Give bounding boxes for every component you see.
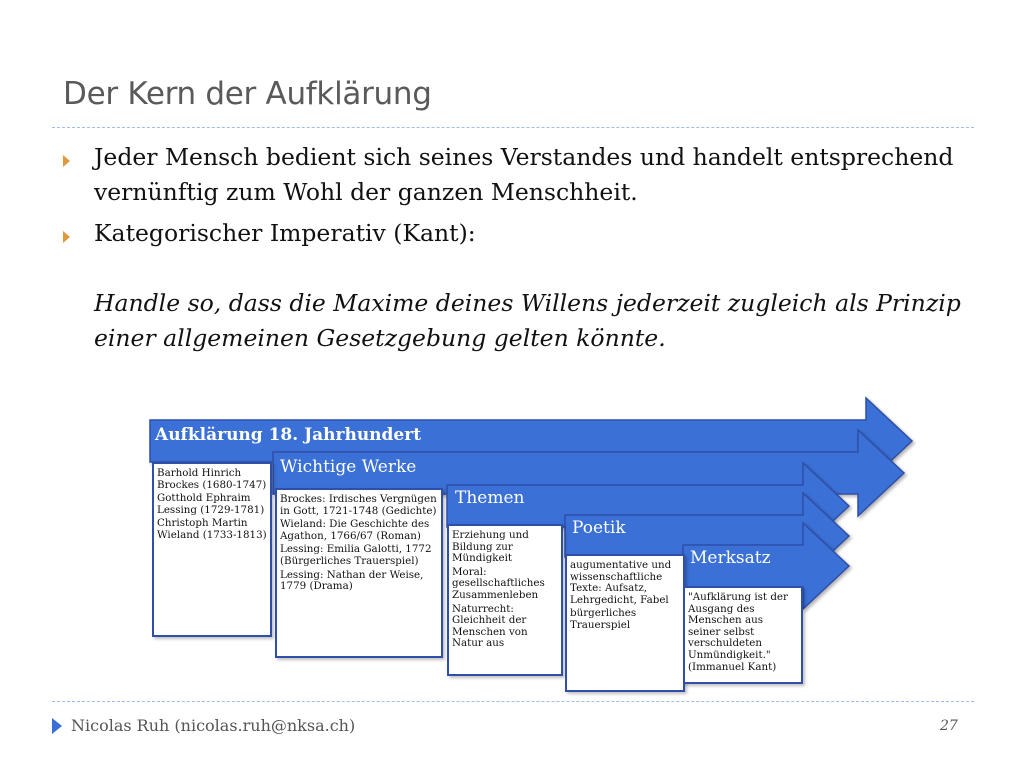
box-text: Barhold Hinrich Brockes (1680-1747) [157, 467, 267, 491]
themes-box [447, 524, 563, 676]
box-text: "Aufklärung ist der Ausgang des Menschen aus seiner selbst verschuldeten Unmündigkeit." (Immanuel Kant) [688, 591, 788, 673]
box-text: Wieland: Die Geschichte des Agathon, 1766/67 (Roman) [280, 518, 430, 542]
box-text: Moral: gesellschaftliches Zusammenleben [452, 565, 545, 601]
footer-triangle-icon [52, 718, 62, 734]
box-text: Brockes: Irdisches Vergnügen in Gott, 1721-1748 (Gedichte) [280, 493, 437, 517]
step-label-themen: Themen [455, 488, 525, 508]
page-number: 27 [940, 718, 958, 734]
box-text: bürgerliches Trauerspiel [570, 607, 637, 631]
bullet-text: Kategorischer Imperativ (Kant): [94, 219, 476, 247]
box-text: Lessing: Nathan der Weise, 1779 (Drama) [280, 568, 424, 593]
step-label-werke: Wichtige Werke [280, 457, 417, 477]
box-text: Christoph Martin Wieland (1733-1813) [157, 517, 267, 541]
footer-divider [52, 701, 974, 702]
box-text: Erziehung und Bildung zur Mündigkeit [452, 529, 529, 565]
box-text: Gotthold Ephraim Lessing (1729-1781) [157, 492, 265, 516]
box-text: augumentative und wissenschaftliche Texte: Aufsatz, Lehrgedicht, Fabel [570, 559, 672, 606]
works-box [275, 488, 443, 658]
main-arrow-label: Aufklärung 18. Jahrhundert [155, 425, 422, 445]
bullet-text: Jeder Mensch bedient sich seines Verstandes und handelt entsprechend vernünftig zum Wohl der ganzen Menschheit. [94, 143, 954, 206]
kant-quote: Handle so, dass die Maxime deines Willens jederzeit zugleich als Prinzip einer allgemeinen Gesetzgebung gelten könnte. [94, 289, 961, 352]
box-text: Lessing: Emilia Galotti, 1772 (Bürgerliches Trauerspiel) [280, 543, 432, 567]
poetics-box [565, 554, 685, 692]
authors-box [152, 462, 272, 637]
box-text: Naturrecht: Gleichheit der Menschen von Natur aus [452, 602, 528, 650]
slide-title: Der Kern der Aufklärung [63, 76, 432, 112]
motto-box [683, 586, 803, 684]
step-label-poetik: Poetik [572, 518, 626, 538]
footer-author: Nicolas Ruh (nicolas.ruh@nksa.ch) [71, 716, 356, 735]
step-label-merksatz: Merksatz [690, 548, 771, 568]
